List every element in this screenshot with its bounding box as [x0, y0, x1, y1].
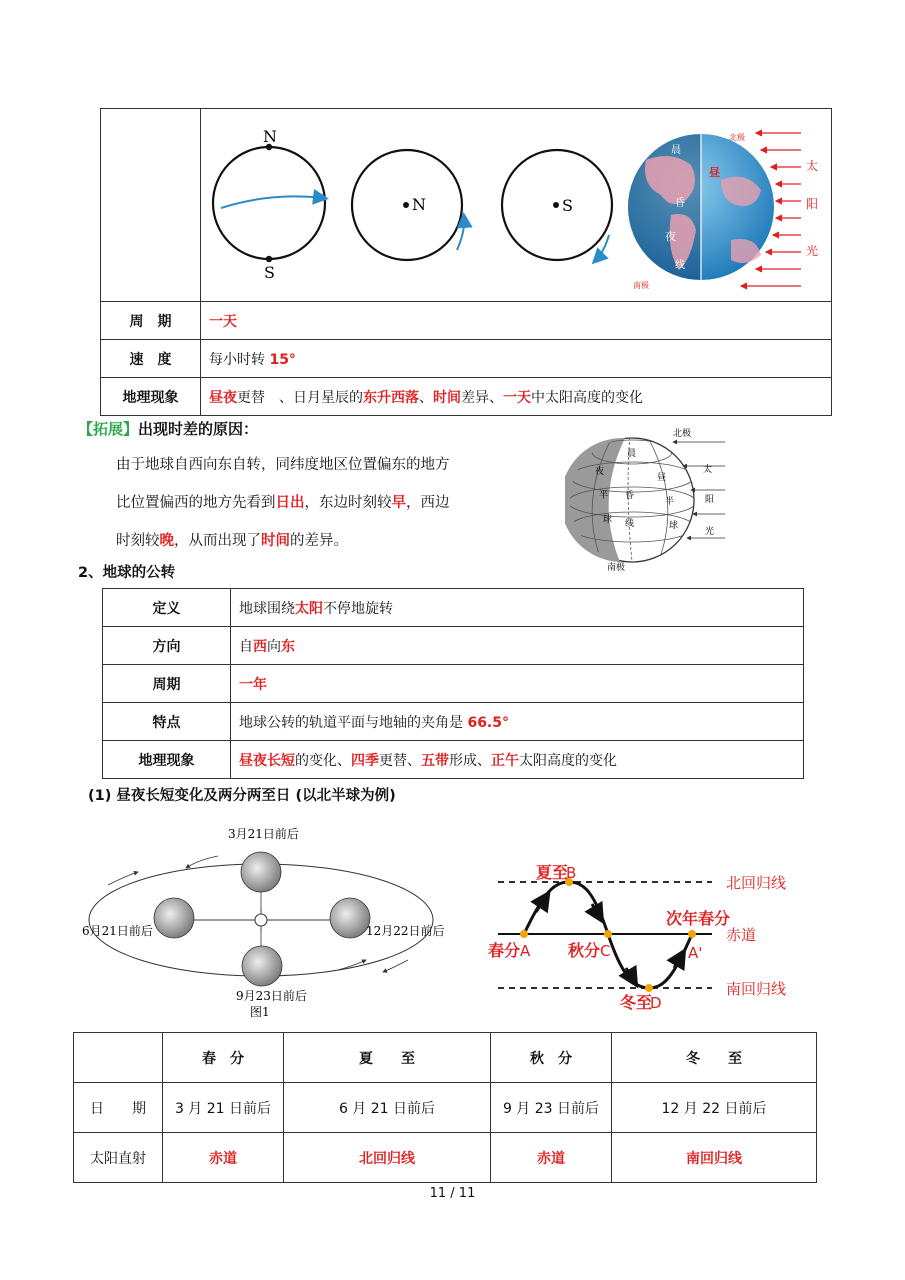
row-value: 地球围绕太阳不停地旋转	[231, 589, 804, 627]
rotation-speed-row	[101, 340, 832, 378]
circle1-south-label: S	[264, 263, 275, 282]
tropic-of-capricorn-label: 南回归线	[726, 980, 787, 998]
header-cell: 夏 至	[284, 1033, 491, 1083]
row-label: 太阳直射	[74, 1133, 163, 1183]
solstice-header-row	[74, 1033, 817, 1083]
globe2-line-char-3: 线	[625, 519, 635, 529]
row-label: 方向	[103, 627, 231, 665]
revolution-row	[103, 589, 804, 627]
rotation-table	[100, 108, 832, 416]
globe-line-char-1: 晨	[671, 145, 681, 156]
revolution-row	[103, 665, 804, 703]
row-value: 一年	[231, 665, 804, 703]
revolution-table	[102, 588, 804, 779]
earth-june	[154, 898, 194, 938]
spring-equinox-label: 春分	[488, 941, 521, 960]
globe2-line-char-1: 晨	[627, 449, 637, 459]
rotation-phenomena-row	[101, 378, 832, 416]
orbit-december-label: 12月22日前后	[366, 924, 445, 938]
revolution-heading: 2、地球的公转	[78, 565, 176, 581]
date-cell: 3 月 21 日前后	[163, 1083, 284, 1133]
sunlight-char-1: 太	[806, 159, 819, 173]
row-value: 地球公转的轨道平面与地轴的夹角是 66.5°	[231, 703, 804, 741]
extension-paragraph	[116, 446, 556, 560]
winter-solstice-label: 冬至	[620, 993, 653, 1012]
direct-sun-row	[74, 1133, 817, 1183]
point-c-label: C	[600, 942, 611, 960]
day-char-2: 半	[665, 497, 675, 507]
next-spring-equinox-label: 次年春分	[666, 909, 731, 928]
extension-heading: 【拓展】出现时差的原因：	[78, 420, 259, 438]
orbit-march-label: 3月21日前后	[228, 827, 299, 841]
row-label: 周期	[103, 665, 231, 703]
row-value: 自西向东	[231, 627, 804, 665]
point-c	[604, 930, 612, 938]
header-cell: 春 分	[163, 1033, 284, 1083]
point-b-label: B	[566, 864, 577, 882]
night-char-1: 夜	[595, 467, 605, 477]
point-a	[520, 930, 528, 938]
header-cell	[74, 1033, 163, 1083]
sun-cell: 赤道	[163, 1133, 284, 1183]
point-d-label: D	[650, 994, 662, 1012]
point-a-prime	[688, 930, 696, 938]
summer-solstice-label: 夏至	[536, 863, 569, 882]
diagram-row-label	[101, 109, 201, 302]
sunlight-char-3: 光	[806, 244, 819, 258]
globe-line-char-3: 线	[675, 260, 685, 271]
globe-north-pole-label: 北极	[729, 133, 745, 142]
solstice-table	[73, 1032, 817, 1183]
autumn-equinox-label: 秋分	[568, 941, 601, 960]
night-char-2: 半	[599, 491, 609, 501]
sunlight-char-2: 阳	[806, 197, 819, 211]
sun-char-3: 光	[705, 527, 715, 537]
point-d	[645, 984, 653, 992]
date-cell: 12 月 22 日前后	[612, 1083, 817, 1133]
circle2-north-label: N	[412, 195, 426, 214]
night-char-3: 球	[603, 515, 613, 525]
row-label: 地理现象	[101, 378, 201, 416]
row-label: 日 期	[74, 1083, 163, 1133]
row-value: 昼夜更替 、日月星辰的东升西落、时间差异、一天中太阳高度的变化	[201, 378, 832, 416]
globe-day-label: 昼	[709, 166, 720, 179]
globe-south-pole-label: 南极	[633, 281, 649, 290]
row-label: 特点	[103, 703, 231, 741]
sun-direct-point-wave	[484, 852, 794, 1022]
circle3-south-label: S	[562, 196, 573, 215]
header-cell: 秋 分	[491, 1033, 612, 1083]
revolution-row	[103, 627, 804, 665]
rotation-diagram-cell	[201, 109, 832, 302]
earth-march	[241, 852, 281, 892]
globe2-north-pole: 北极	[673, 429, 692, 439]
earth-globe-illustration	[628, 132, 774, 290]
globe2-south-pole: 南极	[607, 563, 626, 572]
extension-line: 由于地球自西向东自转，同纬度地区位置偏东的地方	[116, 457, 450, 473]
orbit-june-label: 6月21日前后	[82, 924, 153, 938]
equator-label: 赤道	[726, 926, 757, 944]
globe-night-label: 夜	[665, 230, 676, 243]
header-cell: 冬 至	[612, 1033, 817, 1083]
revolution-row	[103, 703, 804, 741]
extension-line: 时刻较晚，从而出现了时间的差异。	[116, 533, 348, 549]
date-cell: 6 月 21 日前后	[284, 1083, 491, 1133]
globe2-line-char-2: 昏	[625, 491, 635, 501]
figure-caption: 图1	[250, 1005, 270, 1019]
day-char-1: 昼	[657, 473, 667, 483]
revolution-row	[103, 741, 804, 779]
point-a-prime-label: A'	[688, 944, 703, 962]
globe-line-char-2: 昏	[675, 198, 685, 209]
earth-december	[330, 898, 370, 938]
row-value: 一天	[201, 302, 832, 340]
sun-char-1: 太	[703, 465, 713, 475]
sun-cell: 南回归线	[612, 1133, 817, 1183]
day-char-3: 球	[669, 521, 679, 531]
date-row	[74, 1083, 817, 1133]
point-a-label: A	[520, 942, 531, 960]
subheading: (1) 昼夜长短变化及两分两至日 (以北半球为例)	[88, 788, 396, 804]
orbit-september-label: 9月23日前后	[236, 989, 307, 1003]
sun-cell: 赤道	[491, 1133, 612, 1183]
sun-cell: 北回归线	[284, 1133, 491, 1183]
earth-september	[242, 946, 282, 986]
row-value: 每小时转 15°	[201, 340, 832, 378]
row-label: 地理现象	[103, 741, 231, 779]
rotation-period-row	[101, 302, 832, 340]
row-label: 速 度	[101, 340, 201, 378]
sun-char-2: 阳	[705, 495, 715, 505]
tropic-of-cancer-label: 北回归线	[726, 874, 787, 892]
row-label: 周 期	[101, 302, 201, 340]
row-value: 昼夜长短的变化、四季更替、五带形成、正午太阳高度的变化	[231, 741, 804, 779]
circle1-north-label: N	[263, 127, 277, 146]
date-cell: 9 月 23 日前后	[491, 1083, 612, 1133]
orbit-diagram	[78, 820, 458, 1025]
extension-line: 比位置偏西的地方先看到日出，东边时刻较早，西边	[116, 495, 450, 511]
row-label: 定义	[103, 589, 231, 627]
rotation-diagrams	[201, 110, 831, 300]
page-number: 11 / 11	[429, 1186, 476, 1201]
day-night-globe-diagram	[565, 422, 735, 572]
